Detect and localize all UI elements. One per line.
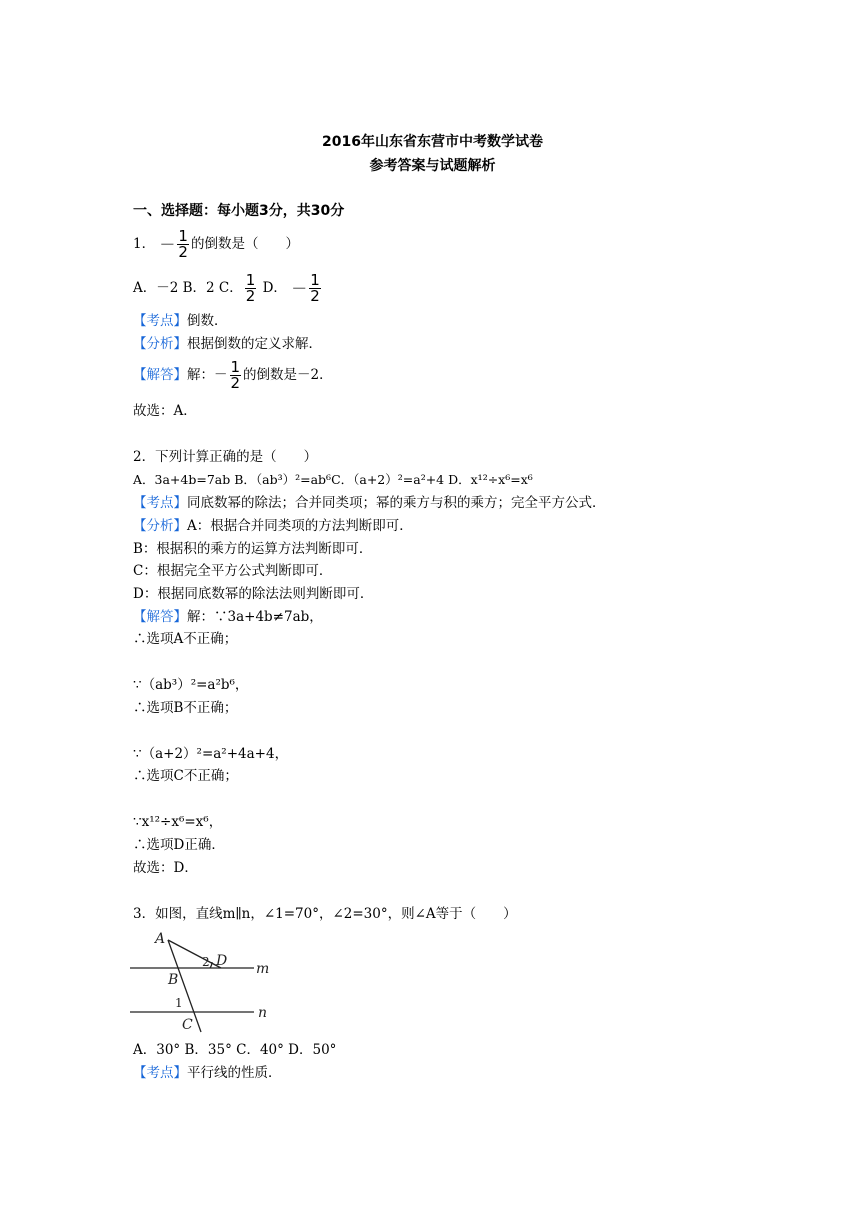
tag-kaodian: 【考点】 [133,313,187,329]
label-angle-1: 1 [175,996,183,1010]
q2-jieda-5: ∵（a+2）²=a²+4a+4， [133,746,289,762]
q1-option-d-label: D． [262,280,287,296]
q1-d-num: 1 [310,271,320,289]
q1-choose: 故选：A． [133,403,197,419]
q2-kaodian [133,494,606,512]
q1-fenxi-text: 根据倒数的定义求解． [187,336,322,352]
q1-jieda-post: 的倒数是－2． [243,367,333,383]
q3-kaodian [133,1064,282,1082]
q2-fenxi [133,517,413,535]
q2-choose: 故选：D． [133,860,198,876]
label-angle-2: 2 [202,955,210,969]
q1-j-den: 2 [230,374,241,392]
q1-fenxi [133,335,322,353]
label-b: B [168,972,179,988]
q1-j-num: 1 [230,358,241,376]
tag-fenxi: 【分析】 [133,336,187,352]
label-n: n [258,1005,268,1021]
q1-options-abc: A．－2 B．2 C． [133,280,243,296]
q3-figure [128,928,278,1034]
q2-jieda [133,608,323,626]
section-heading: 一、选择题：每小题3分，共30分 [133,203,345,219]
q3-stem: 3．如图，直线m∥n，∠1=70°，∠2=30°，则∠A等于（ ） [133,906,517,922]
q2-kaodian-text: 同底数幂的除法；合并同类项；幂的乘方与积的乘方；完全平方公式． [187,495,606,511]
tag-jieda: 【解答】 [133,609,187,625]
q2-jieda-1: 解：∵3a+4b≠7ab， [187,609,323,625]
q2-stem: 2．下列计算正确的是（ ） [133,449,318,465]
page-subtitle: 参考答案与试题解析 [369,158,496,174]
label-m: m [256,961,270,977]
q1-kaodian-text: 倒数． [187,313,228,329]
q2-fenxi-d: D：根据同底数幂的除法法则判断即可． [133,586,374,602]
q2-jieda-6: ∴选项C不正确； [133,768,238,784]
q1-frac-den: 2 [178,243,188,261]
q2-jieda-7: ∵x¹²÷x⁶=x⁶， [133,814,223,830]
q2-jieda-3: ∵（ab³）²=a²b⁶， [133,677,249,693]
q1-jieda-frac [230,360,242,391]
q1-frac-num: 1 [178,227,188,245]
q1-number: 1． [133,236,156,252]
tag-kaodian: 【考点】 [133,1065,187,1081]
q1-option-c-frac [245,273,257,304]
tag-fenxi: 【分析】 [133,518,187,534]
q1-options [133,270,323,307]
q1-option-d-minus: － [291,278,308,298]
label-d: D [216,953,228,969]
q2-jieda-4: ∴选项B不正确； [133,700,238,716]
q2-jieda-2: ∴选项A不正确； [133,631,238,647]
q1-jieda [133,357,333,393]
tag-jieda: 【解答】 [133,367,187,383]
q1-stem-tail: 的倒数是（ ） [190,236,299,252]
q1-jieda-pre: 解：－ [187,367,228,383]
q1-option-d-frac [309,273,321,304]
q3-kaodian-text: 平行线的性质． [187,1065,282,1081]
tag-kaodian: 【考点】 [133,495,187,511]
q1-c-den: 2 [245,287,256,305]
q2-options: A．3a+4b=7ab B．（ab³）²=ab⁶C．（a+2）²=a²+4 D．x¹²÷x⁶=x⁶ [133,472,533,487]
q2-fenxi-b: B：根据积的乘方的运算方法判断即可． [133,541,373,557]
q1-stem [133,226,299,263]
q1-kaodian [133,312,228,330]
q3-options: A．30° B．35° C．40° D．50° [133,1042,337,1058]
q2-fenxi-c: C：根据完全平方公式判断即可． [133,563,333,579]
q1-c-num: 1 [245,271,256,289]
page-title: 2016年山东省东营市中考数学试卷 [322,134,543,150]
q1-d-den: 2 [310,287,320,305]
q2-jieda-8: ∴选项D正确． [133,837,225,853]
q2-fenxi-a: A：根据合并同类项的方法判断即可． [187,518,413,534]
label-c: C [182,1017,193,1033]
label-a: A [155,931,166,947]
q1-fraction [177,229,189,260]
q1-minus: － [159,234,176,254]
